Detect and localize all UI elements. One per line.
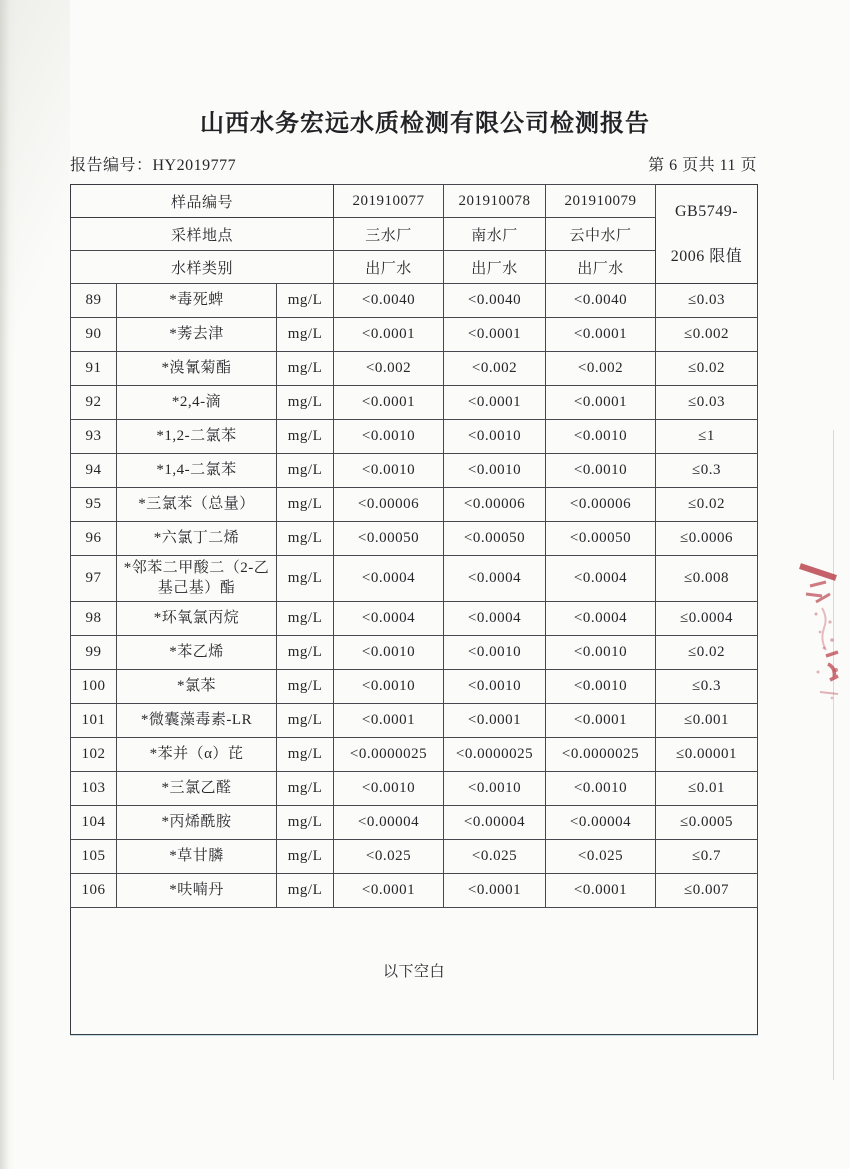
row-number: 100 bbox=[71, 669, 117, 703]
value-sample-1: <0.00004 bbox=[334, 805, 444, 839]
report-number: 报告编号：HY2019777 bbox=[70, 157, 237, 174]
limit-value: ≤0.008 bbox=[656, 556, 758, 602]
value-sample-3: <0.0001 bbox=[546, 873, 656, 907]
parameter-name: *草甘膦 bbox=[117, 839, 277, 873]
row-number: 90 bbox=[71, 318, 117, 352]
table-row bbox=[71, 601, 758, 635]
footer-row bbox=[71, 907, 758, 1034]
table-row bbox=[71, 669, 758, 703]
value-sample-2: <0.0010 bbox=[444, 669, 546, 703]
table-row bbox=[71, 454, 758, 488]
value-sample-1: <0.0040 bbox=[334, 284, 444, 318]
row-number: 93 bbox=[71, 420, 117, 454]
table-row bbox=[71, 556, 758, 602]
value-sample-2: <0.0040 bbox=[444, 284, 546, 318]
location-3: 云中水厂 bbox=[546, 218, 656, 251]
value-sample-3: <0.0040 bbox=[546, 284, 656, 318]
row-number: 94 bbox=[71, 454, 117, 488]
value-sample-2: <0.0001 bbox=[444, 873, 546, 907]
value-sample-1: <0.0010 bbox=[334, 771, 444, 805]
report-title: 山西水务宏远水质检测有限公司检测报告 bbox=[200, 110, 650, 137]
parameter-name: *微囊藻毒素-LR bbox=[117, 703, 277, 737]
parameter-name: *溴氰菊酯 bbox=[117, 352, 277, 386]
unit-cell: mg/L bbox=[277, 601, 334, 635]
parameter-name: *三氯乙醛 bbox=[117, 771, 277, 805]
limit-column-header bbox=[656, 185, 758, 284]
parameter-name: *氯苯 bbox=[117, 669, 277, 703]
value-sample-3: <0.0010 bbox=[546, 669, 656, 703]
paper-edge-line bbox=[833, 430, 834, 1080]
location-label: 采样地点 bbox=[71, 218, 334, 251]
unit-cell: mg/L bbox=[277, 873, 334, 907]
value-sample-3: <0.002 bbox=[546, 352, 656, 386]
unit-cell: mg/L bbox=[277, 318, 334, 352]
value-sample-3: <0.025 bbox=[546, 839, 656, 873]
limit-value: ≤0.02 bbox=[656, 635, 758, 669]
value-sample-2: <0.00004 bbox=[444, 805, 546, 839]
value-sample-2: <0.025 bbox=[444, 839, 546, 873]
page-number-info: 第 6 页共 11 页 bbox=[648, 157, 757, 174]
value-sample-3: <0.0001 bbox=[546, 703, 656, 737]
table-row bbox=[71, 488, 758, 522]
value-sample-2: <0.002 bbox=[444, 352, 546, 386]
value-sample-1: <0.0000025 bbox=[334, 737, 444, 771]
sample-no-1: 201910077 bbox=[334, 185, 444, 218]
header-row-location bbox=[71, 218, 758, 251]
row-number: 104 bbox=[71, 805, 117, 839]
sample-no-3: 201910079 bbox=[546, 185, 656, 218]
row-number: 101 bbox=[71, 703, 117, 737]
table-row bbox=[71, 839, 758, 873]
limit-value: ≤0.0005 bbox=[656, 805, 758, 839]
value-sample-1: <0.0004 bbox=[334, 556, 444, 602]
table-row bbox=[71, 771, 758, 805]
table-row bbox=[71, 284, 758, 318]
header-row-sample-no bbox=[71, 185, 758, 218]
limit-value: ≤0.002 bbox=[656, 318, 758, 352]
row-number: 102 bbox=[71, 737, 117, 771]
value-sample-1: <0.0001 bbox=[334, 873, 444, 907]
value-sample-2: <0.0004 bbox=[444, 601, 546, 635]
table-row bbox=[71, 352, 758, 386]
limit-value: ≤1 bbox=[656, 420, 758, 454]
unit-cell: mg/L bbox=[277, 839, 334, 873]
value-sample-1: <0.00050 bbox=[334, 522, 444, 556]
report-meta-row bbox=[70, 152, 757, 175]
table-footer bbox=[71, 907, 758, 1034]
limit-value: ≤0.02 bbox=[656, 352, 758, 386]
unit-cell: mg/L bbox=[277, 635, 334, 669]
parameter-name: *丙烯酰胺 bbox=[117, 805, 277, 839]
unit-cell: mg/L bbox=[277, 420, 334, 454]
value-sample-3: <0.00004 bbox=[546, 805, 656, 839]
table-row bbox=[71, 318, 758, 352]
parameter-name: *邻苯二甲酸二（2-乙基己基）酯 bbox=[117, 556, 277, 602]
limit-value: ≤0.00001 bbox=[656, 737, 758, 771]
location-2: 南水厂 bbox=[444, 218, 546, 251]
table-row bbox=[71, 522, 758, 556]
parameter-name: *三氯苯（总量） bbox=[117, 488, 277, 522]
parameter-name: *1,4-二氯苯 bbox=[117, 454, 277, 488]
unit-cell: mg/L bbox=[277, 454, 334, 488]
unit-cell: mg/L bbox=[277, 737, 334, 771]
parameter-name: *呋喃丹 bbox=[117, 873, 277, 907]
table-header bbox=[71, 185, 758, 284]
limit-header-line1: GB5749- bbox=[674, 202, 739, 220]
value-sample-3: <0.0004 bbox=[546, 601, 656, 635]
value-sample-3: <0.0010 bbox=[546, 771, 656, 805]
parameter-name: *2,4-滴 bbox=[117, 386, 277, 420]
value-sample-3: <0.0001 bbox=[546, 318, 656, 352]
unit-cell: mg/L bbox=[277, 352, 334, 386]
table-row bbox=[71, 737, 758, 771]
parameter-name: *环氧氯丙烷 bbox=[117, 601, 277, 635]
red-seal-fragment bbox=[796, 552, 850, 712]
value-sample-1: <0.0001 bbox=[334, 386, 444, 420]
row-number: 99 bbox=[71, 635, 117, 669]
value-sample-1: <0.002 bbox=[334, 352, 444, 386]
results-table bbox=[70, 184, 758, 1035]
value-sample-1: <0.0001 bbox=[334, 318, 444, 352]
unit-cell: mg/L bbox=[277, 284, 334, 318]
value-sample-1: <0.0010 bbox=[334, 420, 444, 454]
value-sample-1: <0.0010 bbox=[334, 635, 444, 669]
water-type-1: 出厂水 bbox=[334, 251, 444, 284]
value-sample-2: <0.0004 bbox=[444, 556, 546, 602]
sample-no-2: 201910078 bbox=[444, 185, 546, 218]
row-number: 97 bbox=[71, 556, 117, 602]
row-number: 89 bbox=[71, 284, 117, 318]
sample-no-label: 样品编号 bbox=[71, 185, 334, 218]
value-sample-3: <0.0004 bbox=[546, 556, 656, 602]
parameter-name: *苯乙烯 bbox=[117, 635, 277, 669]
header-row-type bbox=[71, 251, 758, 284]
row-number: 92 bbox=[71, 386, 117, 420]
value-sample-2: <0.0010 bbox=[444, 454, 546, 488]
parameter-name: *苯并（α）芘 bbox=[117, 737, 277, 771]
location-1: 三水厂 bbox=[334, 218, 444, 251]
water-type-label: 水样类别 bbox=[71, 251, 334, 284]
limit-value: ≤0.7 bbox=[656, 839, 758, 873]
value-sample-1: <0.0010 bbox=[334, 454, 444, 488]
value-sample-2: <0.0010 bbox=[444, 635, 546, 669]
unit-cell: mg/L bbox=[277, 805, 334, 839]
results-table-body bbox=[71, 284, 758, 908]
value-sample-1: <0.025 bbox=[334, 839, 444, 873]
unit-cell: mg/L bbox=[277, 386, 334, 420]
table-row bbox=[71, 420, 758, 454]
table-row bbox=[71, 703, 758, 737]
limit-value: ≤0.0006 bbox=[656, 522, 758, 556]
value-sample-3: <0.0010 bbox=[546, 635, 656, 669]
unit-cell: mg/L bbox=[277, 669, 334, 703]
unit-cell: mg/L bbox=[277, 522, 334, 556]
value-sample-3: <0.00006 bbox=[546, 488, 656, 522]
value-sample-3: <0.00050 bbox=[546, 522, 656, 556]
table-row bbox=[71, 805, 758, 839]
table-row bbox=[71, 873, 758, 907]
value-sample-2: <0.0001 bbox=[444, 703, 546, 737]
row-number: 91 bbox=[71, 352, 117, 386]
row-number: 105 bbox=[71, 839, 117, 873]
value-sample-3: <0.0001 bbox=[546, 386, 656, 420]
row-number: 96 bbox=[71, 522, 117, 556]
parameter-name: *毒死蜱 bbox=[117, 284, 277, 318]
value-sample-1: <0.0010 bbox=[334, 669, 444, 703]
value-sample-2: <0.0001 bbox=[444, 318, 546, 352]
value-sample-1: <0.0001 bbox=[334, 703, 444, 737]
scan-edge-shadow bbox=[0, 0, 16, 1169]
unit-cell: mg/L bbox=[277, 488, 334, 522]
water-type-3: 出厂水 bbox=[546, 251, 656, 284]
limit-value: ≤0.0004 bbox=[656, 601, 758, 635]
unit-cell: mg/L bbox=[277, 556, 334, 602]
limit-value: ≤0.02 bbox=[656, 488, 758, 522]
table-row bbox=[71, 386, 758, 420]
limit-value: ≤0.01 bbox=[656, 771, 758, 805]
parameter-name: *1,2-二氯苯 bbox=[117, 420, 277, 454]
row-number: 103 bbox=[71, 771, 117, 805]
scan-corner-shade bbox=[0, 0, 70, 420]
value-sample-2: <0.0000025 bbox=[444, 737, 546, 771]
unit-cell: mg/L bbox=[277, 771, 334, 805]
value-sample-3: <0.0000025 bbox=[546, 737, 656, 771]
water-type-2: 出厂水 bbox=[444, 251, 546, 284]
limit-value: ≤0.007 bbox=[656, 873, 758, 907]
value-sample-2: <0.0010 bbox=[444, 420, 546, 454]
table-row bbox=[71, 635, 758, 669]
parameter-name: *六氯丁二烯 bbox=[117, 522, 277, 556]
limit-value: ≤0.03 bbox=[656, 386, 758, 420]
value-sample-3: <0.0010 bbox=[546, 420, 656, 454]
value-sample-2: <0.0001 bbox=[444, 386, 546, 420]
value-sample-2: <0.00006 bbox=[444, 488, 546, 522]
blank-below-note: 以下空白 bbox=[71, 907, 758, 1034]
row-number: 106 bbox=[71, 873, 117, 907]
value-sample-2: <0.0010 bbox=[444, 771, 546, 805]
parameter-name: *莠去津 bbox=[117, 318, 277, 352]
row-number: 98 bbox=[71, 601, 117, 635]
value-sample-3: <0.0010 bbox=[546, 454, 656, 488]
limit-value: ≤0.001 bbox=[656, 703, 758, 737]
unit-cell: mg/L bbox=[277, 703, 334, 737]
limit-value: ≤0.03 bbox=[656, 284, 758, 318]
value-sample-1: <0.0004 bbox=[334, 601, 444, 635]
limit-value: ≤0.3 bbox=[656, 669, 758, 703]
limit-value: ≤0.3 bbox=[656, 454, 758, 488]
value-sample-1: <0.00006 bbox=[334, 488, 444, 522]
value-sample-2: <0.00050 bbox=[444, 522, 546, 556]
row-number: 95 bbox=[71, 488, 117, 522]
limit-header-line2: 2006 限值 bbox=[670, 247, 743, 265]
